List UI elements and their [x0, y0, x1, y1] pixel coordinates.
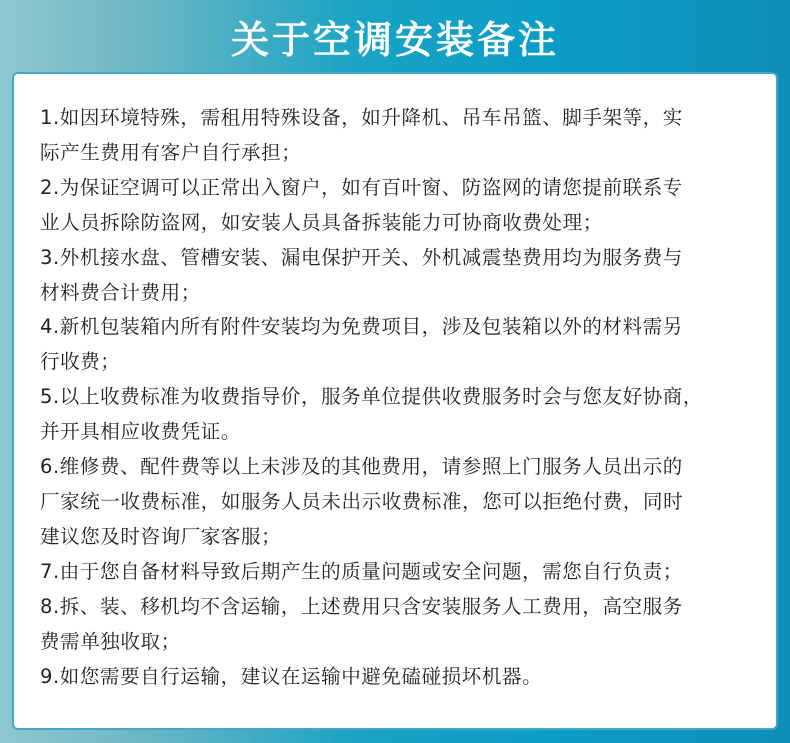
title-banner	[0, 0, 790, 78]
note-item-7: 7.由于您自备材料导致后期产生的质量问题或安全问题，需您自行负责；	[40, 559, 683, 583]
page-title: 关于空调安装备注	[230, 17, 559, 62]
note-item-1: 1.如因环境特殊，需租用特殊设备，如升降机、吊车吊篮、脚手架等，实 际产生费用有客户自行承担；	[40, 106, 683, 164]
note-item-6: 6.维修费、配件费等以上未涉及的其他费用，请参照上门服务人员出示的 厂家统一收费标准，如服务人员未出示收费标准，您可以拒绝付费，同时 建议您及时咨询厂家客服；	[40, 455, 684, 548]
note-item-4: 4.新机包装箱内所有附件安装均为免费项目，涉及包装箱以外的材料需另 行收费；	[40, 315, 683, 374]
note-item-2: 2.为保证空调可以正常出入窗户，如有百叶窗、防盗网的请您提前联系专 业人员拆除防盗网，如安装人员具备拆装能力可协商收费处理；	[40, 175, 683, 234]
notes-card	[12, 72, 778, 730]
note-item-3: 3.外机接水盘、管槽安装、漏电保护开关、外机减震垫费用均为服务费与 材料费合计费用；	[40, 245, 683, 304]
note-item-9: 9.如您需要自行运输，建议在运输中避免磕碰损坏机器。	[40, 664, 543, 688]
note-item-8: 8.拆、装、移机均不含运输，上述费用只含安装服务人工费用，高空服务 费需单独收取；	[40, 594, 683, 653]
note-item-5: 5.以上收费标准为收费指导价，服务单位提供收费服务时会与您友好协商， 并开具相应收费凭证。	[40, 385, 704, 444]
notes-list	[40, 101, 766, 694]
